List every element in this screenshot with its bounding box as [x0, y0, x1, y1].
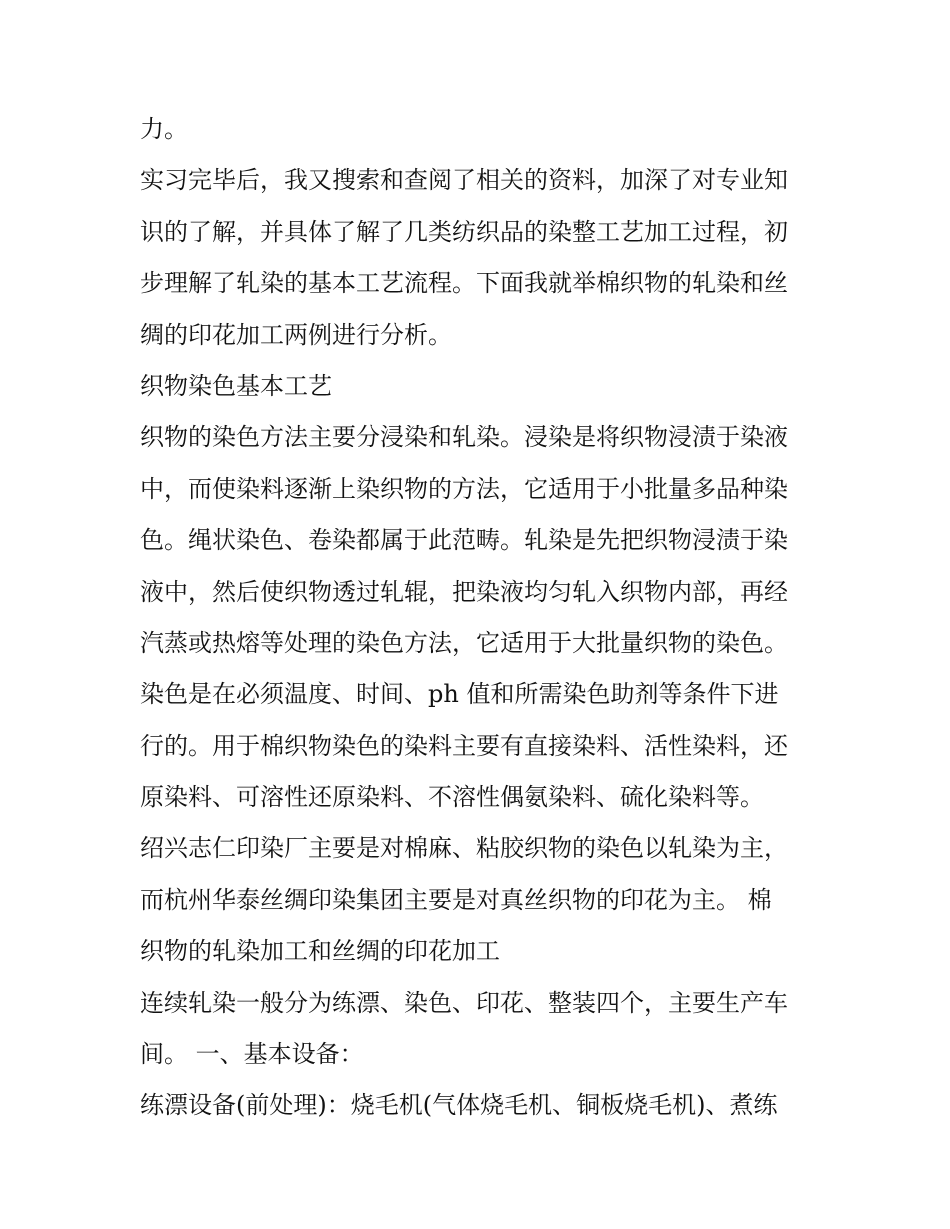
text-line: 染色是在必须温度、时间、ph 值和所需染色助剂等条件下进 — [140, 680, 779, 709]
text-line: 间。 一、基本设备： — [140, 1040, 364, 1069]
text-line: 液中，然后使织物透过轧辊，把染液均匀轧入织物内部，再经 — [140, 577, 788, 606]
text-line: 实习完毕后，我又搜索和查阅了相关的资料，加深了对专业知 — [140, 166, 788, 195]
text-line: 色。绳状染色、卷染都属于此范畴。轧染是先把织物浸渍于染 — [140, 526, 788, 555]
text-line: 绸的印花加工两例进行分析。 — [140, 320, 452, 349]
text-line: 汽蒸或热熔等处理的染色方法，它适用于大批量织物的染色。 — [140, 628, 788, 657]
text-line: 中，而使染料逐渐上染织物的方法，它适用于小批量多品种染 — [140, 474, 788, 503]
text-line: 步理解了轧染的基本工艺流程。下面我就举棉织物的轧染和丝 — [140, 269, 788, 298]
text-line: 连续轧染一般分为练漂、染色、印花、整装四个，主要生产车 — [140, 988, 788, 1017]
text-line: 而杭州华泰丝绸印染集团主要是对真丝织物的印花为主。 棉 — [140, 885, 772, 914]
text-line: 行的。用于棉织物染色的染料主要有直接染料、活性染料，还 — [140, 731, 788, 760]
text-line: 力。 — [140, 115, 188, 143]
text-line: 织物的轧染加工和丝绸的印花加工 — [140, 937, 500, 966]
text-line: 识的了解，并具体了解了几类纺织品的染整工艺加工过程，初 — [140, 217, 788, 246]
text-line: 原染料、可溶性还原染料、不溶性偶氨染料、硫化染料等。 — [140, 783, 764, 812]
body-text — [140, 104, 820, 1132]
text-line: 练漂设备(前处理)：烧毛机(气体烧毛机、铜板烧毛机)、煮练 — [140, 1091, 778, 1120]
section-heading: 织物染色基本工艺 — [140, 371, 332, 400]
text-line: 织物的染色方法主要分浸染和轧染。浸染是将织物浸渍于染液 — [140, 423, 788, 452]
text-line: 绍兴志仁印染厂主要是对棉麻、粘胶织物的染色以轧染为主， — [140, 834, 788, 863]
